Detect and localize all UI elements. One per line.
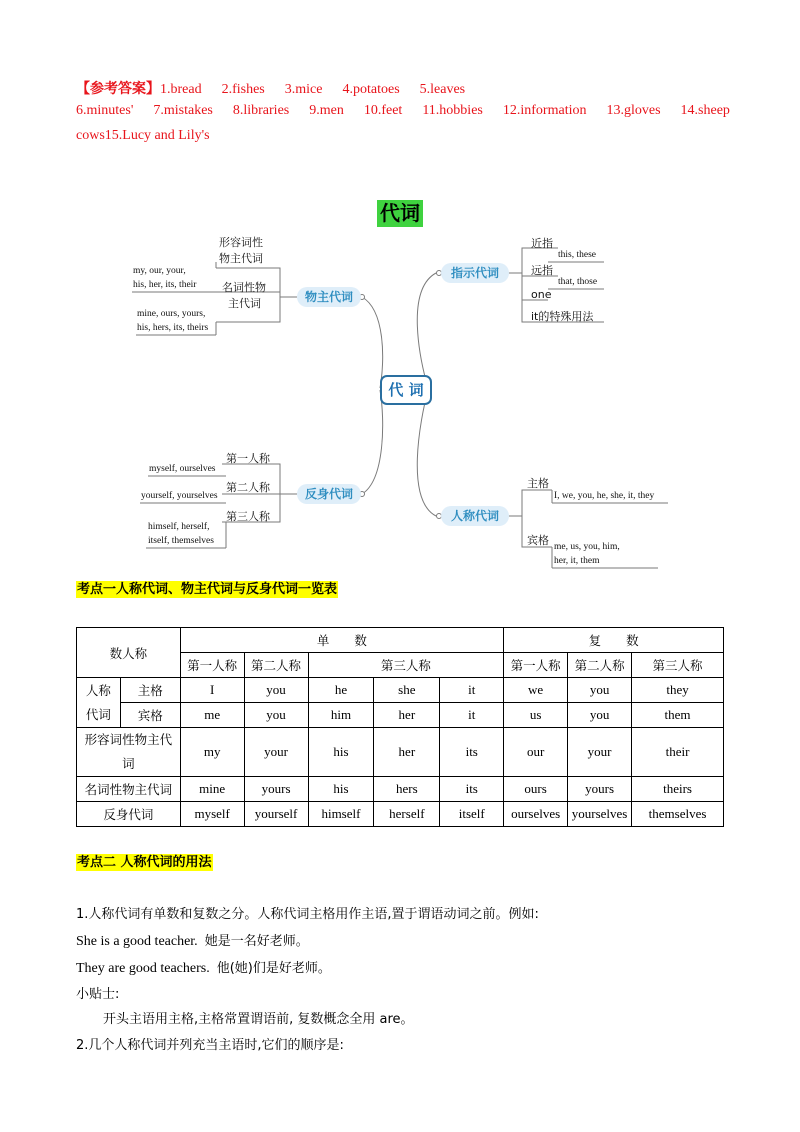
connector-demonstrative xyxy=(417,273,436,388)
table-cell: it xyxy=(440,678,504,703)
table-cell: she xyxy=(374,678,440,703)
label-one: one xyxy=(531,288,552,301)
row-label: 宾格 xyxy=(120,703,180,728)
table-cell: themselves xyxy=(632,802,724,827)
answer-item: 11.hobbies xyxy=(422,103,483,118)
label-noun-possessive-1: 名词性物 xyxy=(222,281,266,294)
label-object: 宾格 xyxy=(527,534,549,547)
answer-item: 5.leaves xyxy=(419,82,466,97)
connector-reflexive xyxy=(362,390,383,494)
answer-item: 7.mistakes xyxy=(153,103,213,118)
answer-item: 9.men xyxy=(309,103,344,118)
header-plural-third: 第三人称 xyxy=(632,653,724,678)
table-cell: it xyxy=(440,703,504,728)
answer-item: 10.feet xyxy=(363,103,403,118)
header-singular-third: 第三人称 xyxy=(308,653,504,678)
words-third-person-2: itself, themselves xyxy=(148,536,214,546)
table-cell: him xyxy=(308,703,374,728)
header-plural-second: 第二人称 xyxy=(568,653,632,678)
label-subject: 主格 xyxy=(527,477,549,490)
table-row xyxy=(77,678,724,703)
table-cell: ourselves xyxy=(504,802,568,827)
node-possessive: 物主代词 xyxy=(297,287,361,307)
connector-possessive xyxy=(362,297,383,388)
table-cell: me xyxy=(180,703,244,728)
example-1-cn: 她是一名好老师。 xyxy=(204,934,309,949)
row-label: 名词性物主代词 xyxy=(77,777,181,802)
section-heading-2: 考点二 人称代词的用法 xyxy=(77,855,212,870)
header-plural-first: 第一人称 xyxy=(504,653,568,678)
label-it-usage: it的特殊用法 xyxy=(531,310,594,323)
header-singular: 单 数 xyxy=(180,628,503,653)
table-cell: yourselves xyxy=(568,802,632,827)
tip-label-text: 小贴士: xyxy=(76,987,120,1002)
paragraph-1 xyxy=(76,903,539,923)
table-cell: myself xyxy=(180,802,244,827)
table-cell: you xyxy=(244,703,308,728)
row-group-label-2: 代词 xyxy=(85,706,111,722)
label-third-person: 第三人称 xyxy=(226,510,270,523)
table-cell: I xyxy=(180,678,244,703)
table-cell: you xyxy=(568,703,632,728)
words-object-2: her, it, them xyxy=(554,556,600,566)
table-row xyxy=(77,802,724,827)
table-cell: his xyxy=(308,728,374,777)
label-adj-possessive-1: 形容词性 xyxy=(219,236,263,249)
table-cell: we xyxy=(504,678,568,703)
row-label: 形容词性物主代词 xyxy=(77,728,181,777)
row-group-label xyxy=(77,678,121,728)
tip-body xyxy=(103,1008,414,1028)
words-second-person: yourself, yourselves xyxy=(141,491,218,501)
words-subject: I, we, you, he, she, it, they xyxy=(554,491,655,501)
label-second-person: 第二人称 xyxy=(226,481,270,494)
words-object-1: me, us, you, him, xyxy=(554,542,620,552)
table-cell: yours xyxy=(568,777,632,802)
table-cell: her xyxy=(374,703,440,728)
node-personal: 人称代词 xyxy=(441,506,509,526)
label-far: 远指 xyxy=(531,264,553,277)
mindmap-title: 代词 xyxy=(377,200,423,227)
table-cell: her xyxy=(374,728,440,777)
table-cell: you xyxy=(568,678,632,703)
table-cell: my xyxy=(180,728,244,777)
table-row xyxy=(77,777,724,802)
words-noun-possessive-2: his, hers, its, theirs xyxy=(137,323,209,333)
answer-item: 12.information xyxy=(502,103,587,118)
pronoun-table xyxy=(76,627,724,827)
table-row xyxy=(77,728,724,777)
example-2 xyxy=(76,957,331,977)
example-2-cn: 他(她)们是好老师。 xyxy=(216,961,331,976)
tip-body-text: 开头主语用主格,主格常置谓语前, 复数概念全用 are。 xyxy=(103,1012,414,1027)
answer-label: 【参考答案】 xyxy=(76,82,160,97)
answer-item: 13.gloves xyxy=(606,103,661,118)
table-cell: itself xyxy=(440,802,504,827)
header-singular-second: 第二人称 xyxy=(244,653,308,678)
table-row xyxy=(77,703,724,728)
paragraph-2-text: 2.几个人称代词并列充当主语时,它们的顺序是: xyxy=(76,1038,344,1053)
table-cell: herself xyxy=(374,802,440,827)
table-cell: theirs xyxy=(632,777,724,802)
mindmap-center: 代 词 xyxy=(380,375,432,405)
table-cell: your xyxy=(568,728,632,777)
words-near: this, these xyxy=(558,250,596,260)
answer-item: 8.libraries xyxy=(232,103,290,118)
answer-item: 14.sheep xyxy=(680,103,730,118)
tip-label xyxy=(76,983,119,1003)
words-adj-possessive-2: his, her, its, their xyxy=(133,280,197,290)
table-cell: himself xyxy=(308,802,374,827)
table-cell: your xyxy=(244,728,308,777)
label-adj-possessive-2: 物主代词 xyxy=(219,252,263,265)
table-cell: its xyxy=(440,728,504,777)
words-far: that, those xyxy=(558,277,598,287)
example-1 xyxy=(76,930,309,950)
words-third-person-1: himself, herself, xyxy=(148,522,210,532)
table-cell: their xyxy=(632,728,724,777)
table-cell: he xyxy=(308,678,374,703)
label-first-person: 第一人称 xyxy=(226,452,270,465)
node-demonstrative: 指示代词 xyxy=(441,263,509,283)
row-label: 反身代词 xyxy=(77,802,181,827)
words-first-person: myself, ourselves xyxy=(149,464,216,474)
label-near: 近指 xyxy=(531,237,553,250)
answer-item: 1.bread xyxy=(160,82,202,97)
header-singular-first: 第一人称 xyxy=(180,653,244,678)
table-corner: 数人称 xyxy=(77,628,181,678)
table-cell: ours xyxy=(504,777,568,802)
table-cell: them xyxy=(632,703,724,728)
connector-personal xyxy=(417,390,436,516)
table-cell: its xyxy=(440,777,504,802)
paragraph-2 xyxy=(76,1034,344,1054)
answer-item: 2.fishes xyxy=(221,82,265,97)
table-cell: you xyxy=(244,678,308,703)
node-reflexive: 反身代词 xyxy=(297,484,361,504)
table-cell: yours xyxy=(244,777,308,802)
section-heading-1: 考点一人称代词、物主代词与反身代词一览表 xyxy=(77,582,338,597)
table-cell: us xyxy=(504,703,568,728)
table-cell: hers xyxy=(374,777,440,802)
paragraph-1-text: 1.人称代词有单数和复数之分。人称代词主格用作主语,置于谓语动词之前。例如: xyxy=(76,907,539,922)
table-cell: mine xyxy=(180,777,244,802)
answer-item: 4.potatoes xyxy=(342,82,400,97)
words-noun-possessive-1: mine, ours, yours, xyxy=(137,309,206,319)
example-1-en: She is a good teacher. xyxy=(76,934,198,949)
row-group-label-1: 人称 xyxy=(85,682,111,698)
example-2-en: They are good teachers. xyxy=(76,961,210,976)
words-adj-possessive-1: my, our, your, xyxy=(133,266,186,276)
answer-item: 6.minutes' xyxy=(76,103,134,118)
table-cell: our xyxy=(504,728,568,777)
table-cell: they xyxy=(632,678,724,703)
label-noun-possessive-2: 主代词 xyxy=(228,297,261,310)
answer-line-3: cows15.Lucy and Lily's xyxy=(76,128,210,143)
row-label: 主格 xyxy=(120,678,180,703)
table-cell: his xyxy=(308,777,374,802)
header-plural: 复 数 xyxy=(504,628,724,653)
answer-item: 3.mice xyxy=(284,82,323,97)
table-cell: yourself xyxy=(244,802,308,827)
